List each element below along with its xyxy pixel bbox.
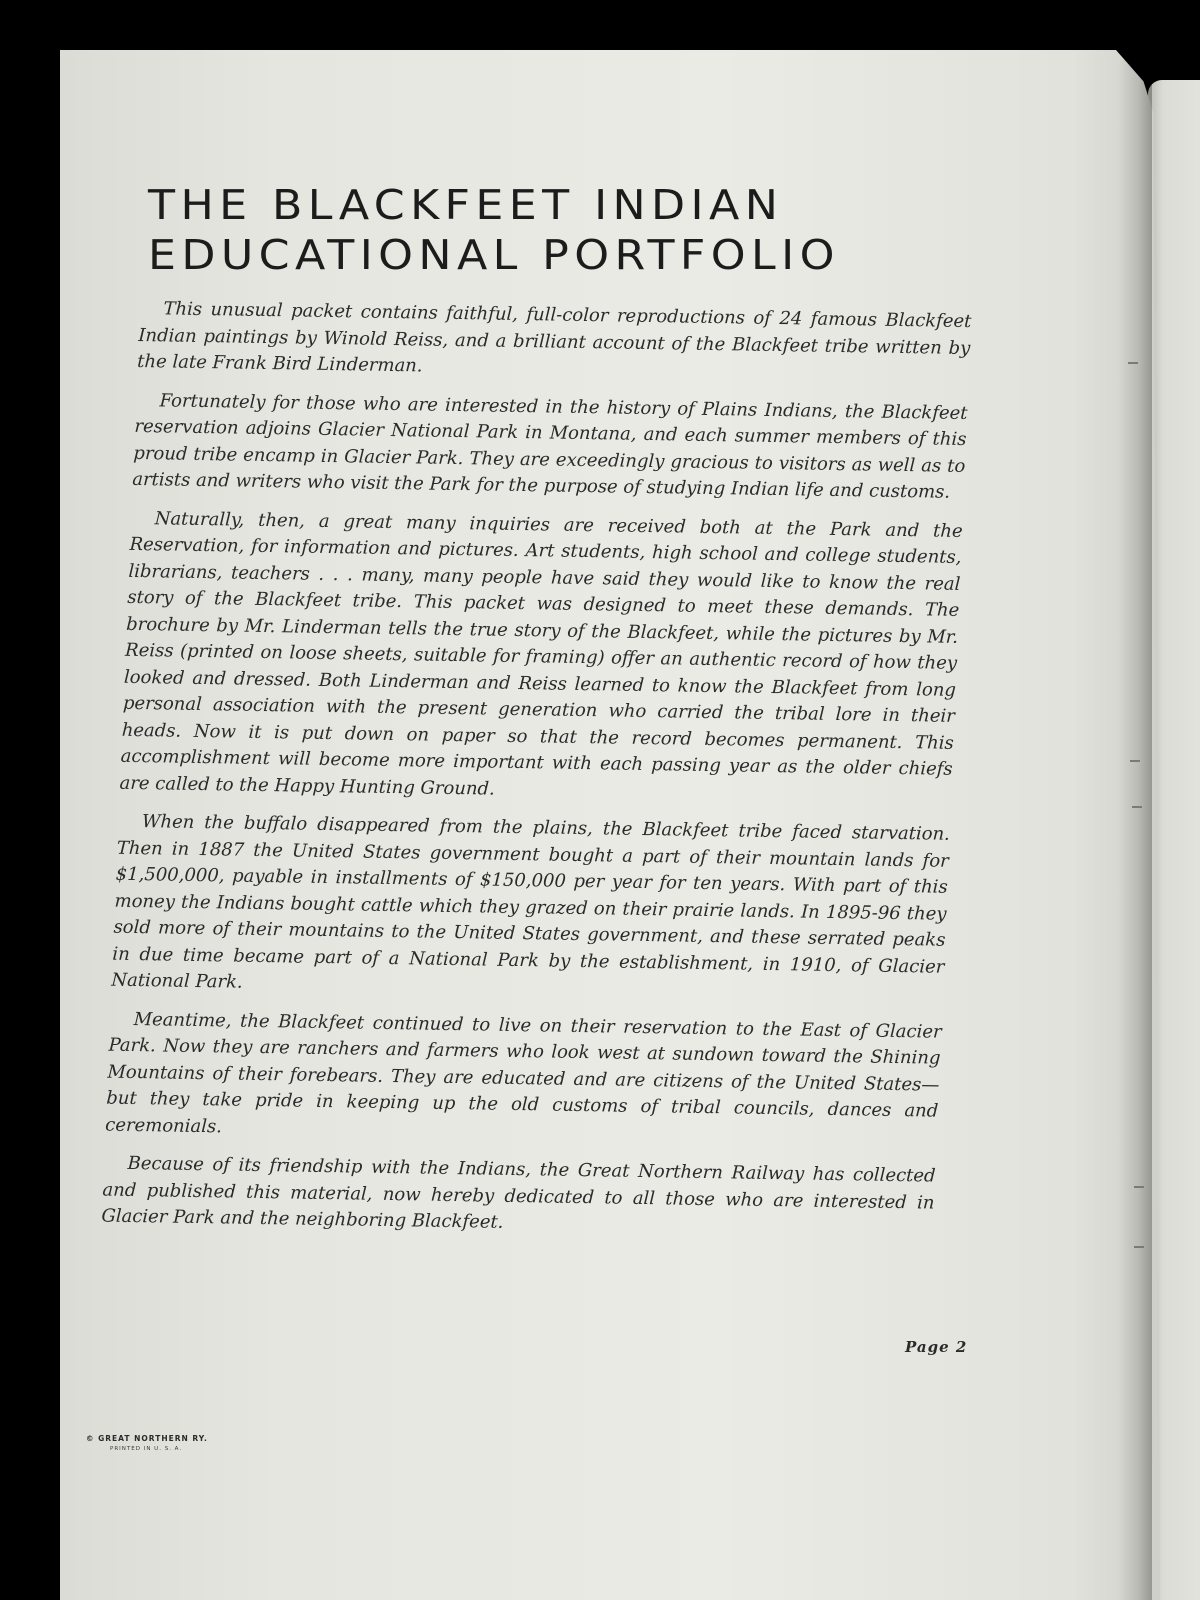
staple-mark — [1134, 1186, 1144, 1188]
paragraph-reservation: Fortunately for those who are interested in the history of Plains Indians, the Blackfeet reservation adjoins Glacier National Park in Montana, and each summer members of this proud tribe encamp in Glacier Park. They are exceedingly gracious to visitors as well as to artists and writers who visit the Park for the purpose of studying Indian life and customs. — [131, 389, 968, 503]
staple-mark — [1132, 806, 1142, 808]
page-title — [148, 180, 1034, 280]
paragraph-history: When the buffalo disappeared from the plains, the Blackfeet tribe faced starvation. Then in 1887 the United States government bought a part of their mountain lands for $1,500,000, payable in installments of $150,000 per year for ten years. With part of this money the Indians bought cattle which they grazed on their prairie lands. In 1895-96 they sold more of their mountains to the United States government, and these serrated peaks in due time became part of a National Park by the establishment, in 1910, of Glacier National Park. — [110, 811, 951, 993]
body-text — [100, 296, 972, 1255]
paragraph-dedication: Because of its friendship with the Indians, the Great Northern Railway has collected and published this material, now hereby dedicated to all those who are interested in Glacier Park and the neighboring Blackfeet. — [101, 1152, 936, 1233]
binding-shadow — [1118, 60, 1152, 1600]
staple-mark — [1130, 760, 1140, 762]
paragraph-meantime: Meantime, the Blackfeet continued to live on their reservation to the East of Glacier Park. Now they are ranchers and farmers who look west at sundown toward the Shining Mountains of their forebears. They are educated and are citizens of the United States—but they take pride in keeping up the old customs of tribal councils, dances and ceremonials. — [104, 1008, 943, 1137]
printed-in-notice: PRINTED IN U. S. A. — [110, 1446, 183, 1452]
page-number: Page 2 — [905, 1338, 968, 1356]
title-line-2: EDUCATIONAL PORTFOLIO — [148, 231, 840, 279]
paragraph-intro: This unusual packet contains faithful, full-color reproductions of 24 famous Blackfeet Indian paintings by Winold Reiss, and a brilliant account of the Blackfeet tribe written by the late Frank Bird Linderman. — [136, 298, 972, 377]
paragraph-inquiries: Naturally, then, a great many inquiries are received both at the Park and the Reservation, for information and pictures. Art students, high school and college students, librarians, teachers . . . many, many people have said they would like to know the real story of the Blackfeet tribe. This packet was designed to meet these demands. The brochure by Mr. Linderman tells the true story of the Blackfeet, while the pictures by Mr. Reiss (printed on loose sheets, suitable for framing) offer an authentic record of how they looked and dressed. Both Linderman and Reiss learned to know the Blackfeet from long personal association with the present generation who carried the tribal lore in their heads. Now it is put down on paper so that the record becomes permanent. This accomplishment will become more important with each passing year as the older chiefs are called to the Happy Hunting Ground. — [119, 507, 964, 800]
staple-mark — [1128, 362, 1138, 364]
copyright-notice: © GREAT NORTHERN RY. — [86, 1434, 208, 1443]
title-line-1: THE BLACKFEET INDIAN — [148, 181, 784, 229]
staple-mark — [1134, 1246, 1144, 1248]
